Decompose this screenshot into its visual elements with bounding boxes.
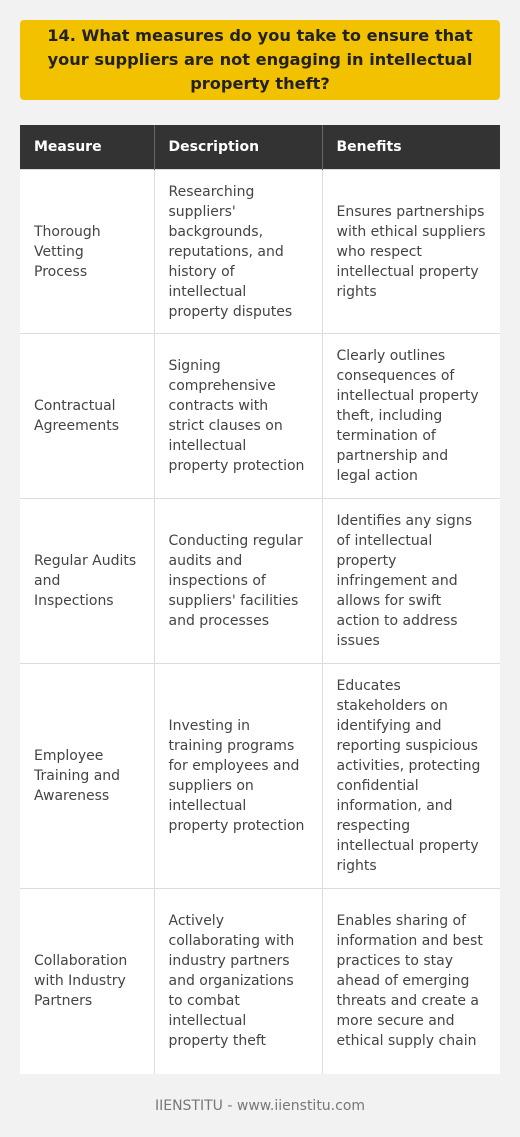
measures-table: [20, 125, 500, 1074]
description-cell: Investing in training programs for employees and suppliers on intellectual property protection: [154, 664, 322, 889]
description-cell: Actively collaborating with industry partners and organizations to combat intellectual property theft: [154, 889, 322, 1074]
header-description: Description: [154, 125, 322, 170]
page-title: 14. What measures do you take to ensure that your suppliers are not engaging in intellectual property theft?: [47, 26, 473, 93]
description-cell: Signing comprehensive contracts with strict clauses on intellectual property protection: [154, 334, 322, 499]
table-row: [20, 664, 500, 889]
header-measure: Measure: [20, 125, 154, 170]
table-row: [20, 499, 500, 664]
benefits-cell: Clearly outlines consequences of intellectual property theft, including termination of partnership and legal action: [322, 334, 500, 499]
table-row: [20, 170, 500, 334]
measure-cell: Regular Audits and Inspections: [20, 499, 154, 664]
measure-cell: Collaboration with Industry Partners: [20, 889, 154, 1074]
header-benefits: Benefits: [322, 125, 500, 170]
title-banner: [20, 20, 500, 100]
description-cell: Conducting regular audits and inspections of suppliers' facilities and processes: [154, 499, 322, 664]
benefits-cell: Enables sharing of information and best practices to stay ahead of emerging threats and create a more secure and ethical supply chain: [322, 889, 500, 1074]
description-cell: Researching suppliers' backgrounds, reputations, and history of intellectual property disputes: [154, 170, 322, 334]
measure-cell: Employee Training and Awareness: [20, 664, 154, 889]
benefits-cell: Educates stakeholders on identifying and reporting suspicious activities, protecting confidential information, and respecting intellectual property rights: [322, 664, 500, 889]
benefits-cell: Identifies any signs of intellectual property infringement and allows for swift action to address issues: [322, 499, 500, 664]
table-row: [20, 334, 500, 499]
measure-cell: Contractual Agreements: [20, 334, 154, 499]
benefits-cell: Ensures partnerships with ethical suppliers who respect intellectual property rights: [322, 170, 500, 334]
footer-credit: IIENSTITU - www.iienstitu.com: [154, 1098, 366, 1114]
table-header-row: [20, 125, 500, 170]
table-row: [20, 889, 500, 1074]
measure-cell: Thorough Vetting Process: [20, 170, 154, 334]
